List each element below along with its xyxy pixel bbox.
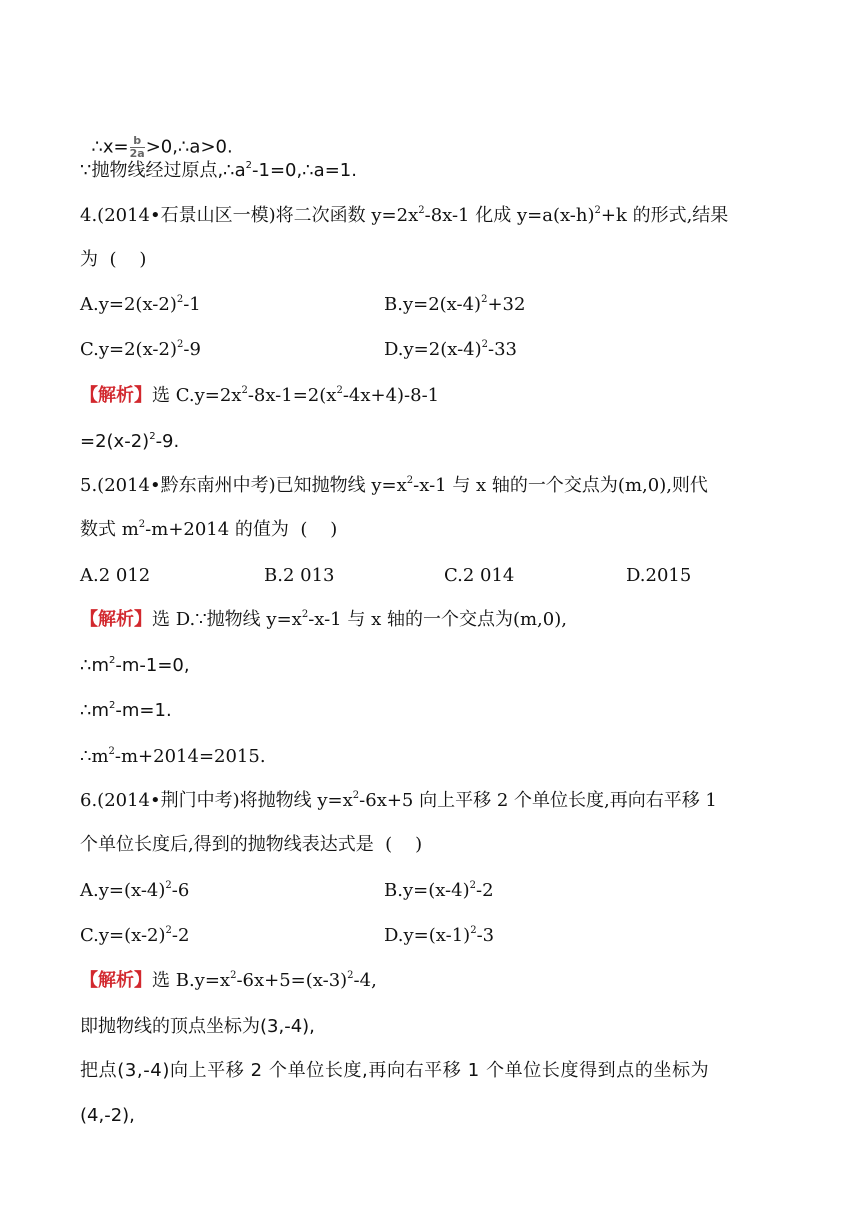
superscript: 2	[109, 655, 116, 666]
analysis-label: 【解析】	[80, 385, 152, 406]
text-span: -3	[476, 925, 495, 946]
text-span: 6.(2014•荆门中考)将抛物线 y=x	[80, 790, 353, 811]
superscript: 2	[138, 519, 146, 530]
superscript: 2	[347, 970, 354, 981]
superscript: 2	[108, 746, 115, 757]
superscript: 2	[176, 294, 184, 305]
superscript: 2	[481, 339, 489, 350]
text-span: C.y=2(x-2)	[80, 339, 177, 360]
text-span: ∵抛物线经过原点,∴a	[80, 160, 246, 181]
text-span: 选 C.y=2x	[152, 385, 242, 406]
superscript: 2	[230, 970, 237, 981]
answer-6-step: (4,-2),	[80, 1105, 135, 1126]
superscript: 2	[165, 925, 172, 936]
superscript: 2	[418, 205, 425, 216]
superscript: 2	[406, 475, 414, 486]
text-span: -m-1=0,	[115, 655, 190, 676]
question-6-stem-cont: 个单位长度后,得到的抛物线表达式是 ( )	[80, 834, 423, 855]
option-b	[384, 880, 494, 905]
question-6-stem	[80, 790, 717, 815]
option-c	[80, 339, 201, 364]
answer-6-step: 即抛物线的顶点坐标为(3,-4),	[80, 1016, 315, 1037]
text-span: -9.	[155, 431, 180, 452]
superscript: 2	[241, 385, 248, 396]
superscript: 2	[165, 880, 172, 891]
superscript: 2	[481, 294, 488, 305]
superscript: 2	[176, 339, 184, 350]
answer-5-step	[80, 655, 190, 680]
text-span: 选 D.∵抛物线 y=x	[152, 609, 302, 630]
question-4-stem	[80, 205, 728, 230]
text-span: -4x+4)-8-1	[342, 385, 440, 406]
answer-5-step	[80, 746, 266, 771]
text-span: ∴m	[80, 700, 109, 721]
text-span: -m+2014 的值为 ( )	[145, 519, 338, 540]
superscript: 2	[301, 609, 309, 620]
answer-6-step: 把点(3,-4)向上平移 2 个单位长度,再向右平移 1 个单位长度得到点的坐标为	[80, 1060, 710, 1081]
fraction-denominator: 2a	[129, 147, 145, 160]
analysis-label: 【解析】	[80, 970, 152, 991]
answer-5	[80, 609, 567, 634]
option-a: A.2 012	[80, 565, 151, 586]
option-a	[80, 294, 201, 319]
text-span: A.y=(x-4)	[80, 880, 166, 901]
text-span: -2	[476, 880, 494, 901]
superscript: 2	[470, 925, 477, 936]
text-span: -6x+5=(x-3)	[236, 970, 348, 991]
text-span: -9	[183, 339, 201, 360]
text-span: -4,	[353, 970, 377, 991]
option-d	[384, 925, 494, 950]
text-span: =2(x-2)	[80, 431, 150, 452]
option-b	[384, 294, 525, 319]
text-span: -8x-1=2(x	[247, 385, 337, 406]
option-d	[384, 339, 517, 364]
text-span: 数式 m	[80, 519, 139, 540]
text-span: -m+2014=2015.	[114, 746, 266, 767]
text-span: -1=0,∴a=1.	[252, 160, 357, 181]
question-5-stem	[80, 475, 708, 500]
text-span: B.y=(x-4)	[384, 880, 470, 901]
text-span: +k 的形式,结果	[600, 205, 729, 226]
text-span: -2	[171, 925, 190, 946]
text-span: -6	[171, 880, 190, 901]
answer-6	[80, 970, 377, 995]
option-c	[80, 925, 189, 950]
text-span: B.y=2(x-4)	[384, 294, 482, 315]
text-span: ∴m	[80, 746, 109, 767]
text-span: ∴x=	[91, 136, 129, 158]
answer-4-step	[80, 431, 179, 456]
text-span: -m=1.	[115, 700, 172, 721]
text-span: >0,∴a>0.	[145, 136, 233, 158]
fraction	[130, 135, 145, 160]
text-span: +32	[487, 294, 526, 315]
text-span: 4.(2014•石景山区一模)将二次函数 y=2x	[80, 205, 419, 226]
superscript: 2	[109, 700, 116, 711]
text-span: -33	[488, 339, 518, 360]
superscript: 2	[149, 431, 156, 442]
text-line	[80, 113, 233, 160]
text-span: -x-1 与 x 轴的一个交点为(m,0),	[308, 609, 567, 630]
answer-5-step	[80, 700, 172, 725]
text-span: ∴m	[80, 655, 109, 676]
text-span: -1	[183, 294, 201, 315]
fraction-numerator: b	[130, 135, 145, 148]
text-line	[80, 160, 357, 185]
question-4-stem-cont: 为 ( )	[80, 249, 147, 270]
answer-4	[80, 385, 439, 410]
analysis-label: 【解析】	[80, 609, 152, 630]
option-d: D.2015	[626, 565, 692, 586]
option-b: B.2 013	[264, 565, 335, 586]
superscript: 2	[336, 385, 343, 396]
text-span: -x-1 与 x 轴的一个交点为(m,0),则代	[413, 475, 708, 496]
option-c: C.2 014	[444, 565, 515, 586]
text-span: -6x+5 向上平移 2 个单位长度,再向右平移 1	[359, 790, 717, 811]
text-span: -8x-1 化成 y=a(x-h)	[424, 205, 595, 226]
text-span: 选 B.y=x	[152, 970, 231, 991]
superscript: 2	[594, 205, 601, 216]
superscript: 2	[245, 160, 253, 171]
superscript: 2	[469, 880, 476, 891]
option-a	[80, 880, 189, 905]
text-span: D.y=2(x-4)	[384, 339, 482, 360]
question-5-stem-cont	[80, 519, 337, 544]
text-span: D.y=(x-1)	[384, 925, 471, 946]
text-span: C.y=(x-2)	[80, 925, 166, 946]
text-span: A.y=2(x-2)	[80, 294, 177, 315]
superscript: 2	[352, 790, 360, 801]
text-span: 5.(2014•黔东南州中考)已知抛物线 y=x	[80, 475, 407, 496]
